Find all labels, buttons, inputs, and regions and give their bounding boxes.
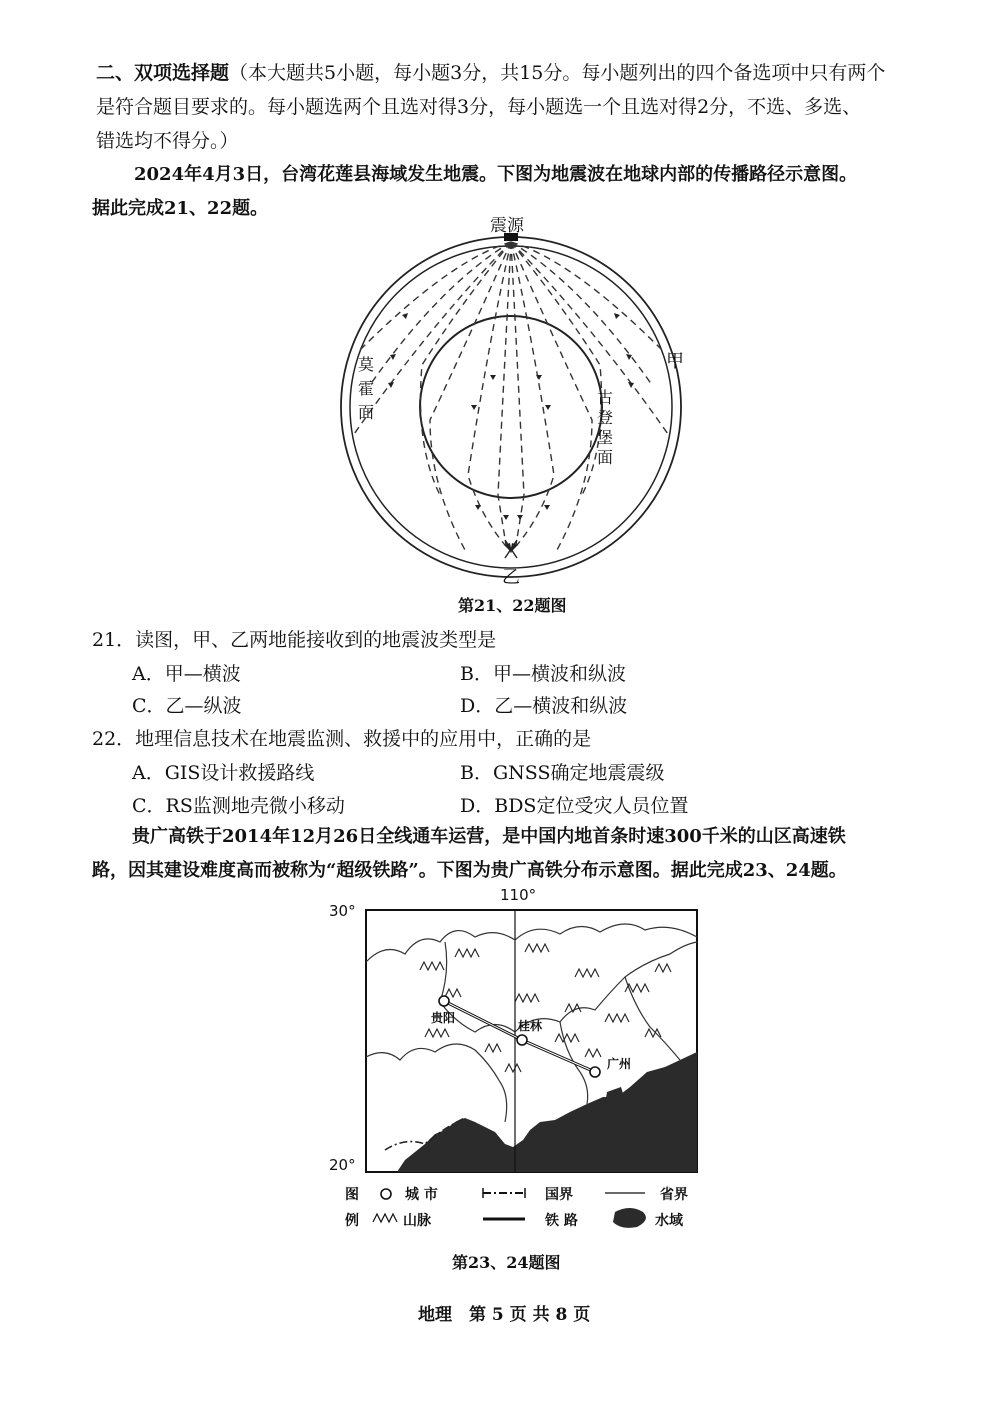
seismic-rays [352,242,670,550]
latitude-bottom-label: 20° [329,1156,356,1174]
section-instructions-3: 错选均不得分。） [96,130,239,152]
city-guilin-label: 桂林 [518,1019,543,1033]
q21-stem: 21．读图，甲、乙两地能接收到的地震波类型是 [92,629,497,651]
legend-city-label: 城 市 [405,1187,438,1203]
city-guilin-marker [517,1035,527,1045]
intro2-line2: 路，因其建设难度高而被称为“超级铁路”。下图为贵广高铁分布示意图。据此完成23、24题。 [92,860,847,881]
seismic-wave-diagram [330,215,702,600]
svg-text:堡: 堡 [597,428,614,447]
svg-text:霍: 霍 [358,379,375,398]
label-gutenberg-vertical [597,388,613,467]
q21-option-c: C．乙—纵波 [132,695,242,717]
q22-option-c: C．RS监测地壳微小移动 [132,795,345,817]
q22-option-b: B．GNSS确定地震震级 [460,762,665,784]
section-header-line1 [96,56,885,90]
legend-city-symbol [381,1189,391,1199]
earth-surface-outer [341,237,681,577]
q21-option-a: A．甲—横波 [132,663,241,685]
figure1-caption: 第21、22题图 [458,596,567,615]
city-guiyang-marker [439,996,449,1006]
outer-core-circle [420,316,602,498]
map-legend [345,1186,688,1229]
latitude-top-label: 30° [329,902,356,920]
q22-option-a: A．GIS设计救援路线 [132,762,315,784]
intro1-line1: 2024年4月3日，台湾花莲县海域发生地震。下图为地震波在地球内部的传播路径示意图。 [134,164,858,185]
legend-province-label: 省界 [660,1187,688,1203]
label-focus: 震源 [490,216,524,236]
city-guangzhou-label: 广州 [607,1057,632,1071]
legend-mountain-symbol [373,1214,397,1222]
section-title: 二、双项选择题 [96,62,230,84]
svg-text:莫: 莫 [358,355,375,374]
svg-text:古: 古 [597,388,614,407]
q21-option-d: D．乙—横波和纵波 [460,695,628,717]
intro1-line2: 据此完成21、22题。 [92,198,269,219]
legend-water-symbol [613,1208,646,1228]
earth-surface-inner [350,246,672,568]
legend-railway-label: 铁 路 [545,1213,578,1229]
legend-water-label: 水域 [655,1213,683,1229]
intro2-line1: 贵广高铁于2014年12月26日全线通车运营，是中国内地首条时速300千米的山区高速铁 [132,826,846,847]
section-instructions-1: （本大题共5小题，每小题3分，共15分。每小题列出的四个备选项中只有两个 [229,62,886,84]
svg-text:面: 面 [597,448,614,467]
page-footer: 地理 第 5 页 共 8 页 [418,1305,591,1325]
city-guiyang-label: 贵阳 [431,1011,456,1025]
legend-border-label: 国界 [545,1187,573,1203]
svg-text:面: 面 [358,403,375,422]
figure2-caption: 第23、24题图 [452,1253,561,1272]
q21-option-b: B．甲—横波和纵波 [460,663,626,685]
railway-map [325,882,705,1242]
legend-mountain-label: 山脉 [403,1213,431,1229]
legend-title-2: 例 [345,1213,359,1229]
label-jia: 甲 [666,351,684,372]
longitude-label: 110° [500,886,537,904]
legend-title-1: 图 [345,1187,359,1203]
section-instructions-2: 是符合题目要求的。每小题选两个且选对得3分，每小题选一个且选对得2分，不选、多选、 [96,96,862,118]
q22-stem: 22．地理信息技术在地震监测、救援中的应用中，正确的是 [92,728,592,750]
yi-point-marker [505,540,517,558]
city-guangzhou-marker [590,1067,600,1077]
label-yi: 乙 [502,567,520,588]
q22-option-d: D．BDS定位受灾人员位置 [460,795,689,817]
svg-text:登: 登 [597,408,614,427]
label-moho-vertical [358,355,374,422]
